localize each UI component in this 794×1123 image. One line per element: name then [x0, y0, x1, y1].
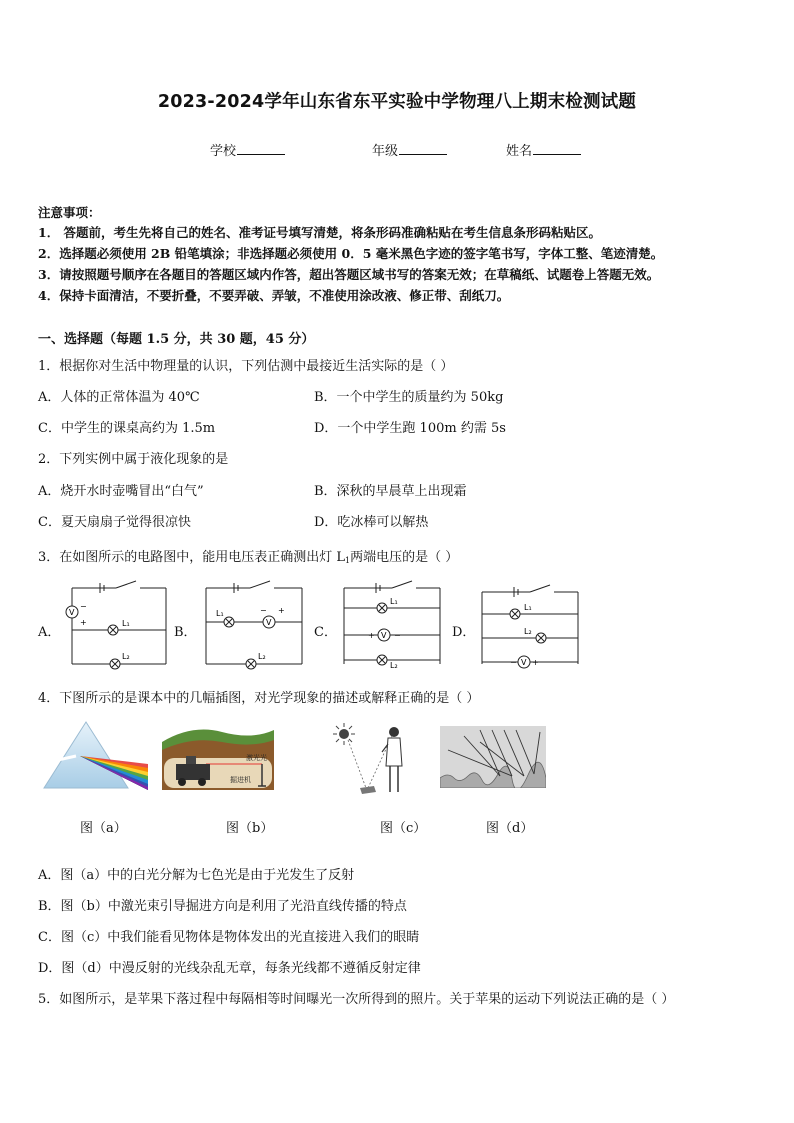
circuit-b [198, 580, 308, 672]
q1-option-d[interactable]: D．一个中学生跑 100m 约需 5s [314, 421, 506, 436]
voltmeter-b-label: V [266, 618, 272, 627]
voltmeter-a-plus: + [80, 618, 87, 627]
q3-option-d-label[interactable]: D． [452, 625, 476, 640]
voltmeter-a-label: V [69, 608, 75, 617]
grade-field[interactable]: 年级 [372, 140, 447, 159]
q3-option-c-label[interactable]: C． [314, 625, 337, 640]
q4-option-c[interactable]: C．图（c）中我们能看见物体是物体发出的光直接进入我们的眼睛 [38, 930, 420, 945]
lamp-b-l1-label: L₁ [216, 609, 224, 618]
notice-heading: 注意事项： [38, 205, 101, 220]
q2-option-d[interactable]: D．吃冰棒可以解热 [314, 515, 429, 530]
voltmeter-c-plus: + [368, 631, 375, 640]
voltmeter-d-label: V [521, 658, 527, 667]
figure-a-caption: 图（a） [80, 821, 127, 836]
circuit-a [60, 580, 170, 672]
circuit-d [474, 580, 586, 672]
figure-a-prism [40, 718, 152, 792]
lamp-c-l2-label: L₂ [390, 661, 398, 670]
lamp-a-l1-label: L₁ [122, 619, 130, 628]
voltmeter-b-plus: + [278, 606, 285, 615]
voltmeter-a-minus: − [80, 602, 87, 611]
circuit-c [336, 580, 448, 672]
q1-option-a[interactable]: A．人体的正常体温为 40℃ [38, 390, 200, 405]
figure-b-laser-label: 激光光 [246, 754, 267, 762]
notice-item-2: 2．选择题必须使用 2B 铅笔填涂；非选择题必须使用 0．5 毫米黑色字迹的签字笔书写，字体工整、笔迹清楚。 [38, 246, 664, 261]
q4-option-b[interactable]: B．图（b）中激光束引导掘进方向是利用了光沿直线传播的特点 [38, 899, 407, 914]
grade-blank [399, 142, 447, 155]
lamp-d-l1-label: L₁ [524, 603, 532, 612]
q2-option-a[interactable]: A．烧开水时壶嘴冒出“白气” [38, 484, 204, 499]
voltmeter-d-minus: − [510, 658, 517, 667]
figure-b-machine-label: 掘进机 [230, 776, 251, 784]
notice-item-4: 4．保持卡面清洁，不要折叠，不要弄破、弄皱，不准使用涂改液、修正带、刮纸刀。 [38, 288, 510, 303]
figure-c-caption: 图（c） [380, 821, 427, 836]
q2-stem: 2．下列实例中属于液化现象的是 [38, 452, 229, 467]
name-blank [533, 142, 581, 155]
lamp-c-l1-label: L₁ [390, 597, 398, 606]
voltmeter-c-minus: − [394, 631, 401, 640]
q4-option-a[interactable]: A．图（a）中的白光分解为七色光是由于光发生了反射 [38, 868, 355, 883]
q4-option-d[interactable]: D．图（d）中漫反射的光线杂乱无章，每条光线都不遵循反射定律 [38, 961, 421, 976]
figure-b-tunnel [162, 720, 274, 790]
figure-d-caption: 图（d） [486, 821, 534, 836]
page-title: 2023-2024学年山东省东平实验中学物理八上期末检测试题 [157, 92, 637, 112]
q2-option-b[interactable]: B．深秋的早晨草上出现霜 [314, 484, 467, 499]
q4-stem: 4．下图所示的是课本中的几幅插图，对光学现象的描述或解释正确的是（ ） [38, 691, 480, 706]
voltmeter-d-plus: + [532, 658, 539, 667]
school-blank [237, 142, 285, 155]
q5-stem: 5．如图所示，是苹果下落过程中每隔相等时间曝光一次所得到的照片。关于苹果的运动下列说法正确的是（ ） [38, 992, 675, 1007]
name-field[interactable]: 姓名 [506, 140, 581, 159]
q1-option-b[interactable]: B．一个中学生的质量约为 50kg [314, 390, 504, 405]
school-field[interactable]: 学校 [210, 140, 285, 159]
figure-b-caption: 图（b） [226, 821, 274, 836]
lamp-b-l2-label: L₂ [258, 652, 266, 661]
q3-option-a-label[interactable]: A． [38, 625, 61, 640]
notice-item-3: 3．请按照题号顺序在各题目的答题区域内作答，超出答题区域书写的答案无效；在草稿纸、试题卷上答题无效。 [38, 267, 660, 282]
section-heading: 一、选择题（每题 1.5 分，共 30 题，45 分） [38, 332, 315, 347]
notice-item-1: 1． 答题前，考生先将自己的姓名、准考证号填写清楚，将条形码准确粘贴在考生信息条形码粘贴区。 [38, 225, 602, 240]
q2-option-c[interactable]: C．夏天扇扇子觉得很凉快 [38, 515, 191, 530]
q1-option-c[interactable]: C．中学生的课桌高约为 1.5m [38, 421, 216, 436]
figure-c-vision [330, 722, 412, 798]
q3-stem: 3．在如图所示的电路图中，能用电压表正确测出灯 $L_1$两端电压的是（ ） [38, 550, 459, 565]
lamp-d-l2-label: L₂ [524, 627, 532, 636]
lamp-a-l2-label: L₂ [122, 652, 130, 661]
q1-stem: 1．根据你对生活中物理量的认识，下列估测中最接近生活实际的是（ ） [38, 359, 454, 374]
figure-d-diffuse [440, 726, 546, 788]
voltmeter-b-minus: − [260, 606, 267, 615]
voltmeter-c-label: V [381, 631, 387, 640]
q3-option-b-label[interactable]: B． [174, 625, 197, 640]
